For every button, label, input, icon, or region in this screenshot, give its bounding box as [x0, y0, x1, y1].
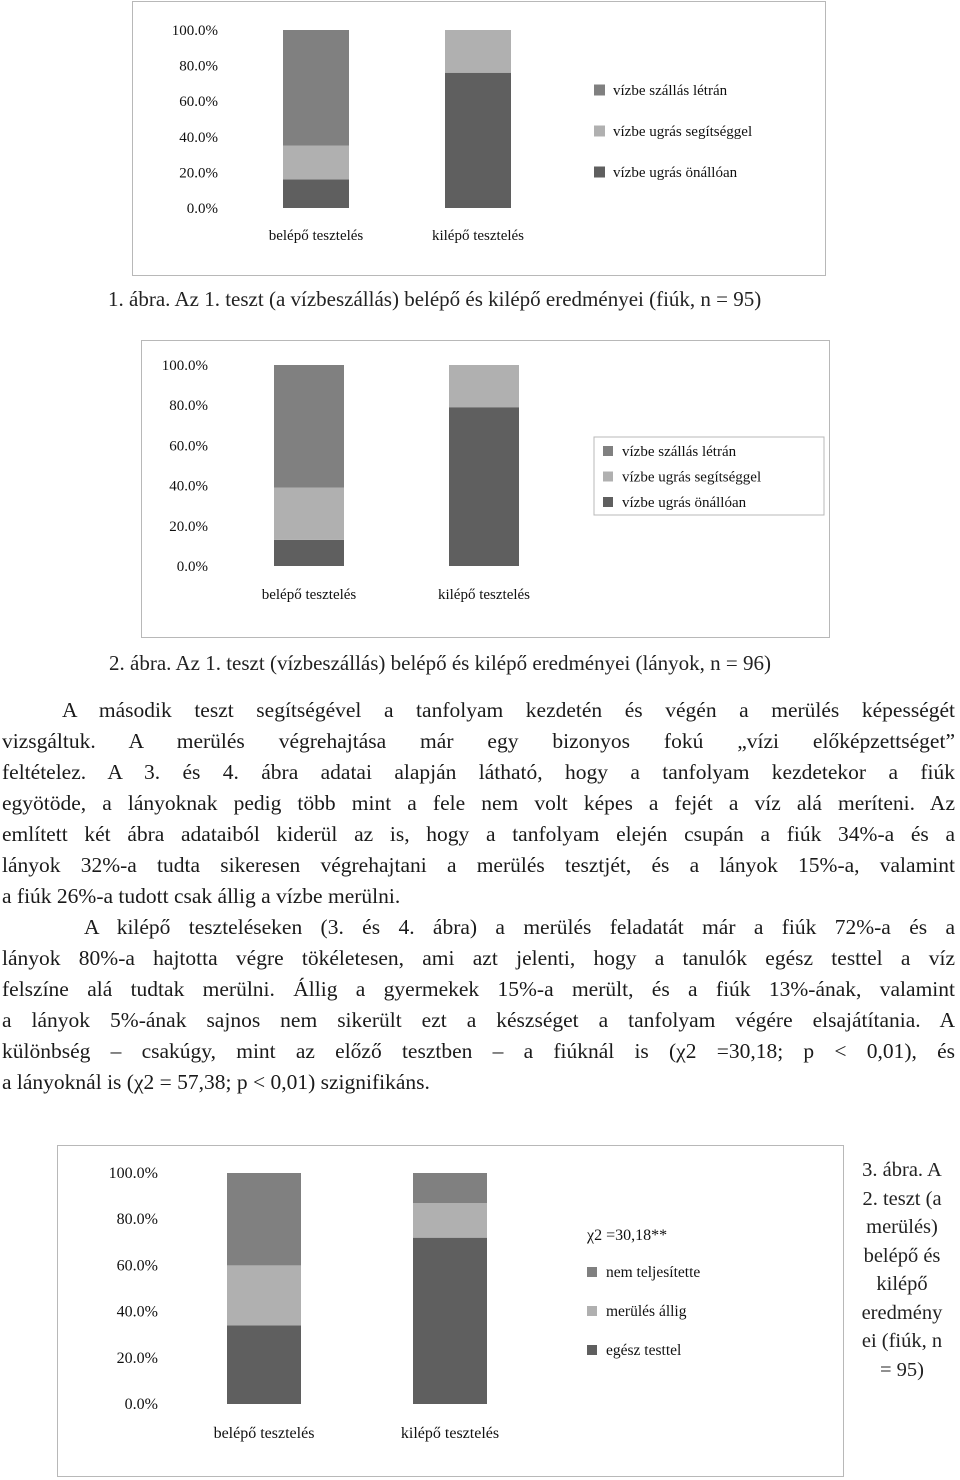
- figure-3-caption-line: eredmény: [861, 1301, 943, 1324]
- figure-3-caption: [848, 1156, 956, 1384]
- figure-2-chart: [141, 340, 830, 638]
- paragraph-line: A második teszt segítségével a tanfolyam kezdetén és végén a merülés képességét: [62, 698, 955, 722]
- bar-segment: [449, 365, 519, 407]
- x-category-label: kilépő tesztelés: [400, 1425, 500, 1442]
- x-category-label: belépő tesztelés: [268, 228, 364, 244]
- bar-segment: [274, 365, 344, 488]
- legend-swatch: [603, 472, 613, 482]
- paragraph-line: említett két ábra adataiból kiderül az is, hogy a tanfolyam elején csupán a fiúk 34%-a és a: [2, 822, 955, 846]
- y-tick-label: 60.0%: [116, 1257, 158, 1275]
- legend-label: vízbe ugrás önállóan: [613, 165, 738, 181]
- y-tick-label: 20.0%: [169, 518, 208, 535]
- bar-segment: [274, 488, 344, 540]
- x-category-label: belépő tesztelés: [213, 1425, 315, 1442]
- figure-1-chart: [132, 1, 826, 276]
- x-category-label: kilépő tesztelés: [431, 228, 525, 244]
- y-tick-label: 0.0%: [176, 559, 208, 575]
- bar-segment: [413, 1203, 487, 1238]
- chart-svg: [58, 1146, 843, 1476]
- legend-label: vízbe ugrás segítséggel: [613, 124, 753, 140]
- paragraph-line: lányok 80%-a hajtotta végre tökéletesen, ami azt jelenti, hogy a tanulók egész testtel a víz: [2, 946, 955, 970]
- paragraph-line: a fiúk 26%-a tudott csak állig a vízbe merülni.: [2, 884, 401, 908]
- legend-swatch: [587, 1345, 597, 1355]
- figure-3-caption-line: belépő és: [863, 1244, 941, 1267]
- y-tick-label: 80.0%: [116, 1211, 158, 1229]
- figure-3-caption-line: 2. teszt (a: [862, 1187, 942, 1210]
- y-tick-label: 0.0%: [124, 1396, 158, 1413]
- legend-label: vízbe szállás létrán: [613, 83, 728, 99]
- legend-swatch: [594, 85, 605, 96]
- paragraph-line: lányok 32%-a tudta sikeresen végrehajtani a merülés tesztjét, és a lányok 15%-a, valamint: [2, 853, 955, 877]
- paragraph-line: egyötöde, a lányoknak pedig több mint a fele nem volt képes a fejét a víz alá meríteni. Az: [2, 791, 955, 815]
- bar-segment: [274, 540, 344, 566]
- figure-3-caption-line: 3. ábra. A: [862, 1159, 942, 1181]
- bar-segment: [227, 1173, 301, 1265]
- paragraph-line: A kilépő teszteléseken (3. és 4. ábra) a merülés feladatát már a fiúk 72%-a és a: [84, 915, 955, 939]
- y-tick-label: 80.0%: [169, 398, 208, 415]
- y-tick-label: 20.0%: [179, 165, 218, 182]
- legend-label: nem teljesítette: [606, 1264, 701, 1281]
- bar-segment: [413, 1173, 487, 1203]
- chart-svg: [142, 341, 829, 637]
- bar-segment: [445, 73, 511, 208]
- bar-segment: [449, 407, 519, 566]
- y-tick-label: 80.0%: [179, 58, 218, 75]
- legend-swatch: [587, 1306, 597, 1316]
- paragraph-line: a lányok 5%-ának sajnos nem sikerült ezt a készséget a tanfolyam végére elsajátítania. A: [2, 1008, 955, 1032]
- paragraph-line: a lányoknál is (χ2 = 57,38; p < 0,01) szignifikáns.: [2, 1070, 430, 1094]
- legend-label: vízbe ugrás önállóan: [622, 495, 747, 511]
- legend-swatch: [594, 126, 605, 137]
- bar-segment: [227, 1265, 301, 1325]
- y-tick-label: 40.0%: [116, 1303, 158, 1321]
- y-tick-label: 40.0%: [169, 478, 208, 495]
- y-tick-label: 40.0%: [179, 129, 218, 146]
- paragraph-line: felszíne alá tudtak merülni. Állig a gyermekek 15%-a merült, és a fiúk 13%-ának, valamint: [2, 977, 955, 1001]
- figure-1-caption: 1. ábra. Az 1. teszt (a vízbeszállás) belépő és kilépő eredményei (fiúk, n = 95): [108, 287, 762, 311]
- y-tick-label: 0.0%: [186, 201, 218, 217]
- figure-3-caption-line: kilépő: [876, 1273, 928, 1295]
- legend-label: merülés állig: [606, 1303, 687, 1320]
- chi-square-annotation: χ2 =30,18**: [587, 1227, 668, 1244]
- bar-segment: [445, 30, 511, 73]
- legend-swatch: [603, 497, 613, 507]
- y-tick-label: 100.0%: [161, 358, 208, 374]
- y-tick-label: 100.0%: [108, 1165, 158, 1182]
- bar-segment: [283, 180, 349, 208]
- figure-3-caption-line: merülés): [866, 1216, 938, 1238]
- figure-3-caption-line: ei (fiúk, n: [861, 1330, 943, 1352]
- legend-swatch: [587, 1267, 597, 1277]
- legend-swatch: [594, 167, 605, 178]
- y-tick-label: 60.0%: [169, 438, 208, 455]
- y-tick-label: 20.0%: [116, 1349, 158, 1367]
- figure-3-chart: [57, 1145, 844, 1477]
- bar-segment: [413, 1238, 487, 1404]
- paragraph-1: [2, 695, 955, 912]
- legend-swatch: [603, 446, 613, 456]
- bar-segment: [227, 1325, 301, 1404]
- paragraph-line: feltételez. A 3. és 4. ábra adatai alapján látható, hogy a tanfolyam kezdetekor a fiúk: [2, 760, 955, 784]
- chart-svg: [133, 2, 825, 275]
- legend-label: vízbe szállás létrán: [622, 444, 737, 460]
- x-category-label: belépő tesztelés: [261, 587, 357, 603]
- figure-3-caption-line: = 95): [879, 1358, 924, 1381]
- legend-label: egész testtel: [606, 1342, 682, 1359]
- bar-segment: [283, 30, 349, 146]
- y-tick-label: 60.0%: [179, 94, 218, 111]
- paragraph-line: vizsgáltuk. A merülés végrehajtása már egy bizonyos fokú „vízi előképzettséget”: [2, 729, 955, 753]
- figure-2-caption: 2. ábra. Az 1. teszt (vízbeszállás) belépő és kilépő eredményei (lányok, n = 96): [109, 651, 772, 675]
- y-tick-label: 100.0%: [171, 23, 218, 39]
- x-category-label: kilépő tesztelés: [437, 587, 531, 603]
- legend-label: vízbe ugrás segítséggel: [622, 469, 762, 486]
- paragraph-line: különbség – csakúgy, mint az előző tesztben – a fiúknál is (χ2 =30,18; p < 0,01), és: [2, 1039, 955, 1063]
- bar-segment: [283, 146, 349, 180]
- paragraph-2: [2, 912, 955, 1098]
